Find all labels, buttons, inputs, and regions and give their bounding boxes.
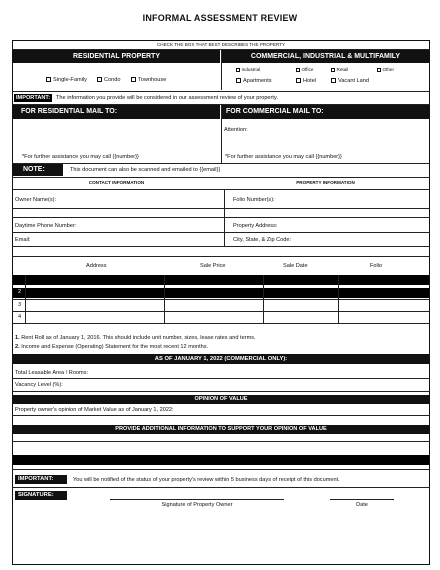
row-number: 4 xyxy=(18,314,22,320)
divider xyxy=(25,275,26,323)
assistance-right: *For further assistance you may call {{number}} xyxy=(225,154,342,160)
divider xyxy=(12,232,430,233)
option-industrial[interactable]: Industrial xyxy=(236,67,260,72)
option-hotel[interactable]: Hotel xyxy=(296,78,316,84)
assistance-left: *For further assistance you may call {{number}} xyxy=(22,154,139,160)
city-state-zip-label[interactable]: City, State, & Zip Code: xyxy=(233,237,292,243)
column-sale-price: Sale Price xyxy=(200,263,226,269)
requirement-2: 2. Income and Expense (Operating) Statement for the most recent 12 months. xyxy=(15,344,209,350)
divider xyxy=(263,275,264,323)
checkbox[interactable] xyxy=(296,68,300,72)
divider xyxy=(12,311,430,312)
option-office[interactable]: Office xyxy=(296,67,313,72)
property-address-label[interactable]: Property Address: xyxy=(233,223,278,229)
option-condo[interactable]: Condo xyxy=(97,77,120,83)
commercial-only-header: AS OF JANUARY 1, 2022 (COMMERCIAL ONLY): xyxy=(13,354,429,364)
divider xyxy=(12,487,430,488)
final-notice-text: You will be notified of the status of your property's review within 5 business days of receipt of this document. xyxy=(73,477,340,483)
divider xyxy=(164,275,165,323)
residential-mail-header: FOR RESIDENTIAL MAIL TO: xyxy=(13,105,220,119)
checkbox[interactable] xyxy=(46,77,51,82)
additional-info-header: PROVIDE ADDITIONAL INFORMATION TO SUPPORT YOUR OPINION OF VALUE xyxy=(13,425,429,434)
contact-header: CONTACT INFORMATION xyxy=(88,180,145,185)
option-other[interactable]: Other xyxy=(377,67,394,72)
divider xyxy=(12,469,430,470)
important-label: IMPORTANT: xyxy=(16,95,51,101)
divider xyxy=(221,50,222,90)
row-number: 3 xyxy=(18,302,22,308)
checkbox[interactable] xyxy=(331,68,335,72)
property-info-header: PROPERTY INFORMATION xyxy=(296,180,355,185)
date-line[interactable] xyxy=(330,499,394,500)
page-title: INFORMAL ASSESSMENT REVIEW xyxy=(142,13,298,23)
divider xyxy=(12,246,430,247)
checkbox[interactable] xyxy=(131,77,136,82)
note-label: NOTE: xyxy=(13,164,63,176)
column-folio: Folio xyxy=(370,263,383,269)
leasable-area-label[interactable]: Total Leasable Area / Rooms: xyxy=(15,370,89,376)
residential-header: RESIDENTIAL PROPERTY xyxy=(13,50,220,63)
table-row xyxy=(13,275,429,285)
opinion-text[interactable]: Property owner's opinion of Market Value as of January 1, 2022: xyxy=(15,407,174,413)
owner-name-label[interactable]: Owner Name(s): xyxy=(15,197,57,203)
option-vacant-land[interactable]: Vacant Land xyxy=(331,78,369,84)
note-text: This document can also be scanned and emailed to {{email}} xyxy=(70,167,221,173)
divider xyxy=(12,189,430,190)
divider xyxy=(12,378,430,379)
column-sale-date: Sale Date xyxy=(283,263,308,269)
attention-label: Attention: xyxy=(224,127,248,133)
checkbox[interactable] xyxy=(377,68,381,72)
requirement-1: 1. Rent Roll as of January 1, 2016. This should include unit number, sizes, lease rates and terms. xyxy=(15,335,256,341)
divider xyxy=(12,441,430,442)
divider xyxy=(12,163,430,164)
divider xyxy=(12,256,430,257)
vacancy-level-label[interactable]: Vacancy Level (%): xyxy=(15,382,63,388)
divider xyxy=(12,208,430,209)
signature-label: SIGNATURE: xyxy=(15,491,67,500)
signature-caption: Signature of Property Owner xyxy=(161,502,233,508)
checkbox[interactable] xyxy=(236,68,240,72)
checkbox[interactable] xyxy=(236,78,241,83)
checkbox[interactable] xyxy=(97,77,102,82)
commercial-mail-header: FOR COMMERCIAL MAIL TO: xyxy=(222,105,429,119)
divider xyxy=(12,217,430,218)
divider xyxy=(12,91,430,92)
date-caption: Date xyxy=(356,502,368,508)
divider xyxy=(12,415,430,416)
checkbox[interactable] xyxy=(296,78,301,83)
email-label[interactable]: Email: xyxy=(15,237,31,243)
table-row xyxy=(13,288,429,298)
folio-number-label[interactable]: Folio Number(s): xyxy=(233,197,275,203)
divider xyxy=(12,177,430,178)
important-text: The information you provide will be considered in our assessment review of your property. xyxy=(56,95,278,101)
additional-info-line[interactable] xyxy=(13,455,429,465)
column-address: Address xyxy=(86,263,107,269)
option-apartments[interactable]: Apartments xyxy=(236,78,272,84)
phone-label[interactable]: Daytime Phone Number: xyxy=(15,223,77,229)
checkbox[interactable] xyxy=(331,78,336,83)
opinion-header: OPINION OF VALUE xyxy=(13,395,429,404)
option-retail[interactable]: Retail xyxy=(331,67,348,72)
divider xyxy=(224,189,225,246)
divider xyxy=(12,391,430,392)
option-townhouse[interactable]: Townhouse xyxy=(131,77,166,83)
divider xyxy=(338,275,339,323)
row-number: 2 xyxy=(18,289,22,295)
check-instruction: CHECK THE BOX THAT BEST DESCRIBES THE PROPERTY xyxy=(156,42,286,47)
commercial-header: COMMERCIAL, INDUSTRIAL & MULTIFAMILY xyxy=(222,50,429,63)
divider xyxy=(221,105,222,163)
divider xyxy=(12,299,430,300)
signature-line[interactable] xyxy=(110,499,284,500)
option-single-family[interactable]: Single-Family xyxy=(46,77,87,83)
divider xyxy=(12,323,430,324)
final-important-label: IMPORTANT: xyxy=(15,475,67,484)
